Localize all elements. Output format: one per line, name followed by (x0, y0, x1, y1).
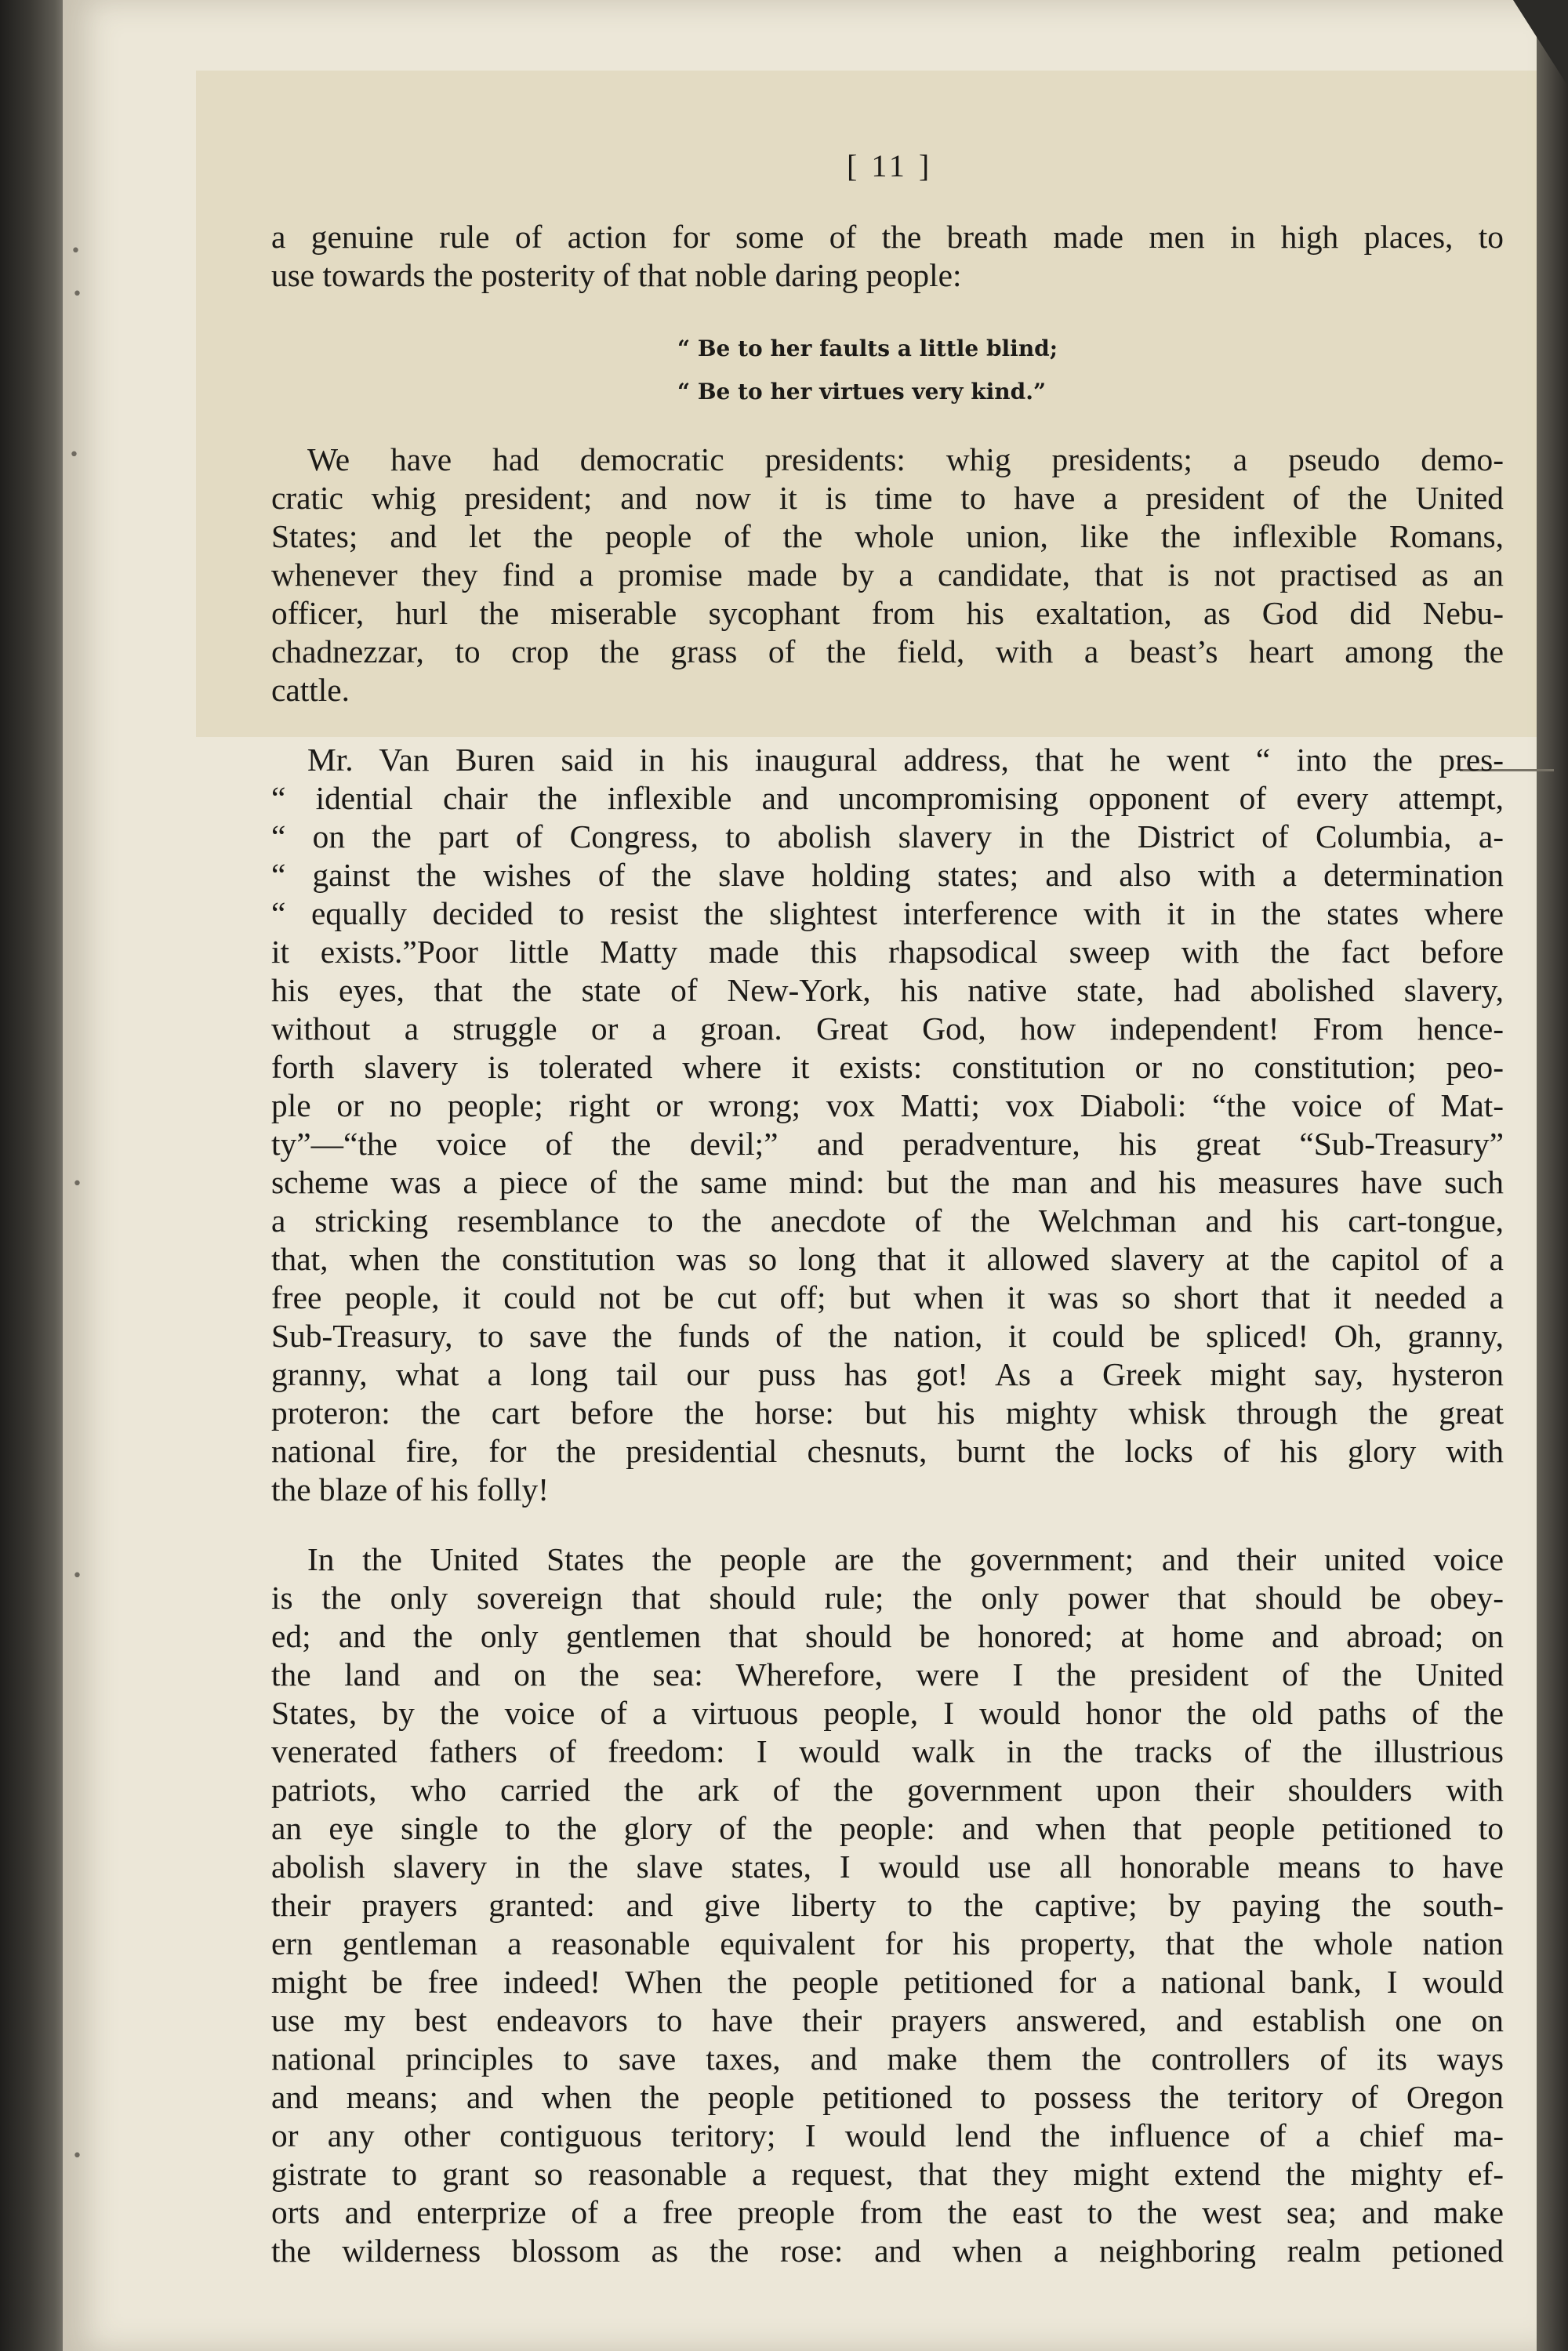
verse-line: “ Be to her faults a little blind; (677, 336, 1058, 361)
text-line: free people, it could not be cut off; but when it was so short that it needed a (271, 1279, 1504, 1315)
text-line: cattle. (271, 672, 350, 708)
text-line: States; and let the people of the whole union, like the inflexible Romans, (271, 518, 1504, 554)
text-line: gistrate to grant so reasonable a request, that they might extend the mighty ef- (271, 2156, 1504, 2192)
text-line: In the United States the people are the government; and their united voice (307, 1541, 1504, 1577)
text-line: and means; and when the people petitioned to possess the teritory of Oregon (271, 2079, 1504, 2115)
paragraph-gap (271, 1509, 1504, 1540)
text-line: officer, hurl the miserable sycophant from his exaltation, as God did Nebu- (271, 595, 1504, 631)
paragraph-presidents (271, 441, 1504, 709)
text-line: whenever they find a promise made by a candidate, that is not practised as an (271, 557, 1504, 593)
binding-mark: • (72, 285, 82, 304)
binding-mark: • (72, 2146, 82, 2166)
text-line: States, by the voice of a virtuous people, I would honor the old paths of the (271, 1695, 1504, 1731)
text-line: ed; and the only gentlemen that should be honored; at home and abroad; on (271, 1618, 1504, 1654)
page-body (271, 441, 1504, 2270)
page-number: [ 11 ] (847, 148, 933, 183)
text-line: a genuine rule of action for some of the breath made men in high places, to (271, 219, 1504, 255)
text-line: orts and enterprize of a free preople from the east to the west sea; and make (271, 2194, 1504, 2230)
text-line: Mr. Van Buren said in his inaugural address, that he went “ into the pres- (307, 742, 1504, 778)
text-line: a stricking resemblance to the anecdote of the Welchman and his cart-tongue, (271, 1203, 1504, 1239)
text-line: ern gentleman a reasonable equivalent for his property, that the whole nation (271, 1925, 1504, 1961)
text-line: national principles to save taxes, and make them the controllers of its ways (271, 2041, 1504, 2077)
text-line: use towards the posterity of that noble daring people: (271, 257, 962, 293)
text-line: it exists.”Poor little Matty made this rhapsodical sweep with the fact before (271, 934, 1504, 970)
verse-line: “ Be to her virtues very kind.” (677, 379, 1047, 405)
text-line: an eye single to the glory of the people: and when that people petitioned to (271, 1810, 1504, 1846)
text-line: “ gainst the wishes of the slave holding states; and also with a determination (271, 857, 1504, 893)
text-line: or any other contiguous teritory; I would lend the influence of a chief ma- (271, 2117, 1504, 2153)
text-line: “ on the part of Congress, to abolish slavery in the District of Columbia, a- (271, 818, 1504, 854)
text-line: granny, what a long tail our puss has got! As a Greek might say, hysteron (271, 1356, 1504, 1392)
page-body (271, 218, 1504, 295)
paragraph-united-states (271, 1540, 1504, 2270)
binding-mark: • (69, 445, 79, 465)
text-line: abolish slavery in the slave states, I would use all honorable means to have (271, 1849, 1504, 1885)
text-line: ple or no people; right or wrong; vox Matti; vox Diaboli: “the voice of Mat- (271, 1087, 1504, 1123)
text-line: cratic whig president; and now it is time to have a president of the United (271, 480, 1504, 516)
text-line: patriots, who carried the ark of the government upon their shoulders with (271, 1772, 1504, 1808)
text-line: ty”—“the voice of the devil;” and peradventure, his great “Sub-Treasury” (271, 1126, 1504, 1162)
text-line: forth slavery is tolerated where it exists: constitution or no constitution; peo- (271, 1049, 1504, 1085)
text-line: their prayers granted: and give liberty to the captive; by paying the south- (271, 1887, 1504, 1923)
torn-corner (1513, 0, 1568, 86)
text-line: We have had democratic presidents: whig presidents; a pseudo demo- (307, 441, 1504, 477)
text-line: the wilderness blossom as the rose: and when a neighboring realm petioned (271, 2233, 1504, 2269)
text-line: that, when the constitution was so long that it allowed slavery at the capitol of a (271, 1241, 1504, 1277)
binding-mark: • (71, 241, 81, 261)
text-line: the blaze of his folly! (271, 1471, 550, 1507)
paragraph-van-buren (271, 741, 1504, 1509)
text-line: “ idential chair the inflexible and uncompromising opponent of every attempt, (271, 780, 1504, 816)
text-line: Sub-Treasury, to save the funds of the nation, it could be spliced! Oh, granny, (271, 1318, 1504, 1354)
text-line: without a struggle or a groan. Great God, how independent! From hence- (271, 1010, 1504, 1047)
text-line: proteron: the cart before the horse: but his mighty whisk through the great (271, 1395, 1504, 1431)
paragraph-gap (271, 709, 1504, 741)
text-line: venerated fathers of freedom: I would walk in the tracks of the illustrious (271, 1733, 1504, 1769)
text-line: might be free indeed! When the people petitioned for a national bank, I would (271, 1964, 1504, 2000)
binding-mark: • (72, 1174, 82, 1194)
text-line: national fire, for the presidential chesnuts, burnt the locks of his glory with (271, 1433, 1504, 1469)
text-line: is the only sovereign that should rule; the only power that should be obey- (271, 1580, 1504, 1616)
text-line: “ equally decided to resist the slightest interference with it in the states where (271, 895, 1504, 931)
text-line: the land and on the sea: Wherefore, were I the president of the United (271, 1656, 1504, 1693)
text-line: use my best endeavors to have their prayers answered, and establish one on (271, 2002, 1504, 2038)
binding-mark: • (72, 1566, 82, 1586)
text-line: chadnezzar, to crop the grass of the field, with a beast’s heart among the (271, 633, 1504, 669)
text-line: scheme was a piece of the same mind: but the man and his measures have such (271, 1164, 1504, 1200)
text-line: his eyes, that the state of New-York, his native state, had abolished slavery, (271, 972, 1504, 1008)
intro-paragraph (271, 218, 1504, 295)
